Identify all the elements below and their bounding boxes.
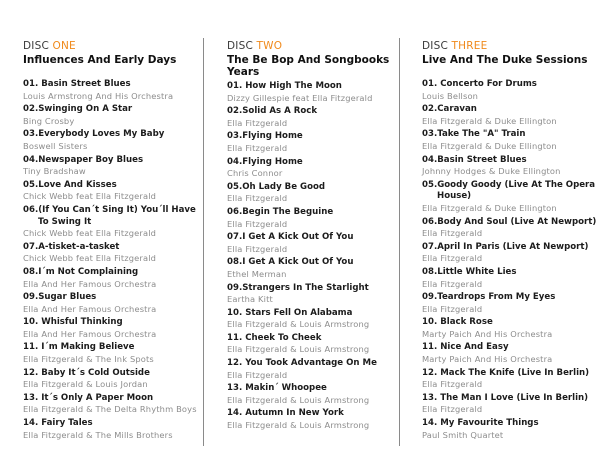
track-artist: Ella Fitzgerald & The Delta Rhythm Boys	[23, 404, 197, 415]
track-artist: Eartha Kitt	[227, 294, 273, 305]
track-artist: Ella Fitzgerald & Louis Armstrong	[227, 344, 370, 355]
track-title: 01. Basin Street Blues	[23, 79, 131, 89]
track-artist: Bing Crosby	[23, 115, 75, 126]
track-item	[422, 317, 600, 340]
track-item	[23, 79, 201, 102]
track-title: 11. I´m Making Believe	[23, 342, 135, 353]
track-item	[422, 129, 600, 152]
track-title: 06.(If You Can´t Sing It) You´ll Have	[23, 204, 196, 215]
track-item	[422, 242, 600, 265]
disc-title: Live And The Duke Sessions	[422, 54, 588, 66]
track-item	[422, 342, 600, 365]
track-title: 02.Solid As A Rock	[227, 106, 318, 117]
disc-three-column	[422, 40, 600, 443]
track-artist: Ella Fitzgerald	[227, 218, 288, 229]
track-item	[422, 104, 600, 127]
track-item	[227, 283, 405, 306]
track-artist: Ella And Her Famous Orchestra	[23, 303, 157, 314]
track-title: 08.I´m Not Complaining	[23, 266, 139, 277]
track-artist: Ella Fitzgerald	[227, 142, 288, 153]
track-item	[23, 155, 201, 178]
column-divider	[203, 38, 204, 446]
disc-title: Influences And Early Days	[23, 54, 177, 66]
track-artist: Chick Webb feat Ella Fitzgerald	[23, 228, 157, 239]
track-item	[23, 418, 201, 441]
track-item	[227, 358, 405, 381]
track-artist: Chick Webb feat Ella Fitzgerald	[23, 191, 157, 202]
track-title: 07.A-tisket-a-tasket	[23, 241, 120, 252]
track-title: 13. The Man I Love (Live In Berlin)	[422, 392, 589, 403]
track-title: 03.Everybody Loves My Baby	[23, 129, 165, 140]
track-title: 03.Flying Home	[227, 131, 303, 142]
track-title: 09.Sugar Blues	[23, 292, 97, 303]
track-title: 13. It´s Only A Paper Moon	[23, 392, 154, 403]
track-title: 13. Makin´ Whoopee	[227, 383, 327, 394]
track-artist: Chick Webb feat Ella Fitzgerald	[23, 253, 157, 264]
track-item	[227, 257, 405, 280]
track-artist: Ella Fitzgerald	[422, 278, 483, 289]
track-item	[227, 207, 405, 230]
track-artist: Dizzy Gillespie feat Ella Fitzgerald	[227, 92, 373, 103]
track-title: 05.Goody Goody (Live At The Opera	[422, 179, 596, 190]
track-item	[23, 104, 201, 127]
track-artist: Ella Fitzgerald	[227, 243, 288, 254]
track-artist: Chris Connor	[227, 168, 283, 179]
track-title: 04.Newspaper Boy Blues	[23, 154, 144, 165]
track-artist: Johnny Hodges & Duke Ellington	[422, 166, 561, 177]
track-item	[23, 393, 201, 416]
track-item	[23, 342, 201, 365]
disc-prefix: DISC	[422, 40, 448, 52]
track-item	[23, 129, 201, 152]
track-title: 05.Oh Lady Be Good	[227, 181, 326, 192]
track-item	[422, 79, 600, 102]
track-title-continued: To Swing It	[38, 216, 92, 227]
track-title: 10. Whisful Thinking	[23, 317, 123, 328]
track-title: 01. How High The Moon	[227, 81, 342, 91]
track-title: 02.Swinging On A Star	[23, 104, 133, 115]
track-artist: Ella Fitzgerald	[422, 404, 483, 415]
track-artist: Ella Fitzgerald	[422, 303, 483, 314]
track-title: 07.April In Paris (Live At Newport)	[422, 241, 589, 252]
track-title: 04.Flying Home	[227, 156, 303, 167]
track-item	[227, 232, 405, 255]
track-artist: Paul Smith Quartet	[422, 429, 504, 440]
disc-title: The Be Bop And Songbooks Years	[227, 54, 390, 78]
track-artist: Ella Fitzgerald & Louis Armstrong	[227, 319, 370, 330]
track-item	[227, 81, 405, 104]
track-artist: Marty Paich And His Orchestra	[422, 354, 553, 365]
disc-number: ONE	[52, 40, 76, 52]
track-artist: Ella Fitzgerald & The Ink Spots	[23, 354, 154, 365]
disc-number: THREE	[451, 40, 488, 52]
track-item	[227, 131, 405, 154]
track-item	[422, 393, 600, 416]
track-title: 11. Cheek To Cheek	[227, 332, 322, 343]
track-item	[422, 267, 600, 290]
track-title: 14. Autumn In New York	[227, 408, 344, 419]
track-item	[23, 267, 201, 290]
track-item	[227, 308, 405, 331]
track-title: 10. Black Rose	[422, 317, 493, 328]
track-title: 08.Little White Lies	[422, 266, 517, 277]
track-title: 03.Take The "A" Train	[422, 129, 526, 140]
track-artist: Ella And Her Famous Orchestra	[23, 328, 157, 339]
track-artist: Ella Fitzgerald	[227, 193, 288, 204]
track-artist: Ella And Her Famous Orchestra	[23, 278, 157, 289]
disc-prefix: DISC	[23, 40, 49, 52]
track-item	[227, 157, 405, 180]
track-artist: Louis Armstrong And His Orchestra	[23, 90, 174, 101]
track-artist: Ella Fitzgerald & Louis Jordan	[23, 379, 148, 390]
track-item	[227, 333, 405, 356]
track-artist: Ella Fitzgerald	[422, 379, 483, 390]
track-title-continued: House)	[437, 191, 472, 202]
track-artist: Boswell Sisters	[23, 140, 88, 151]
track-item	[422, 292, 600, 315]
disc-two-column	[227, 40, 405, 434]
track-title: 02.Caravan	[422, 104, 477, 115]
track-title: 06.Begin The Beguine	[227, 206, 334, 217]
track-item	[23, 242, 201, 265]
track-artist: Ella Fitzgerald	[227, 369, 288, 380]
track-title: 09.Strangers In The Starlight	[227, 282, 369, 293]
track-title: 14. My Favourite Things	[422, 418, 539, 429]
track-item	[422, 368, 600, 391]
track-title: 06.Body And Soul (Live At Newport)	[422, 216, 597, 227]
track-title: 01. Concerto For Drums	[422, 79, 537, 89]
track-item	[227, 383, 405, 406]
track-item	[422, 155, 600, 178]
disc-label	[23, 40, 201, 53]
disc-number: TWO	[256, 40, 283, 52]
track-artist: Ella Fitzgerald	[422, 228, 483, 239]
track-artist: Ella Fitzgerald	[422, 253, 483, 264]
track-item	[422, 418, 600, 441]
track-item	[23, 317, 201, 340]
track-title: 04.Basin Street Blues	[422, 154, 527, 165]
track-title: 11. Nice And Easy	[422, 342, 509, 353]
track-item	[23, 205, 201, 240]
disc-label	[422, 40, 600, 53]
track-artist: Ella Fitzgerald & Duke Ellington	[422, 115, 557, 126]
track-artist: Ella Fitzgerald	[227, 117, 288, 128]
track-item	[422, 217, 600, 240]
track-title: 14. Fairy Tales	[23, 418, 93, 429]
track-artist: Ella Fitzgerald & Louis Armstrong	[227, 394, 370, 405]
track-artist: Ella Fitzgerald & Louis Armstrong	[227, 420, 370, 431]
track-artist: Ella Fitzgerald & The Mills Brothers	[23, 429, 173, 440]
track-item	[23, 368, 201, 391]
track-artist: Ella Fitzgerald & Duke Ellington	[422, 202, 557, 213]
track-item	[23, 180, 201, 203]
track-artist: Ella Fitzgerald & Duke Ellington	[422, 140, 557, 151]
track-artist: Louis Bellson	[422, 90, 479, 101]
track-title: 12. Mack The Knife (Live In Berlin)	[422, 367, 590, 378]
track-title: 12. Baby It´s Cold Outside	[23, 367, 150, 378]
track-title: 07.I Get A Kick Out Of You	[227, 232, 354, 243]
track-title: 12. You Took Advantage On Me	[227, 358, 377, 369]
track-artist: Ethel Merman	[227, 268, 287, 279]
track-title: 10. Stars Fell On Alabama	[227, 307, 353, 318]
track-title: 08.I Get A Kick Out Of You	[227, 257, 354, 268]
track-item	[422, 180, 600, 215]
track-item	[23, 292, 201, 315]
track-title: 09.Teardrops From My Eyes	[422, 292, 556, 303]
track-item	[227, 106, 405, 129]
disc-label	[227, 40, 405, 53]
track-item	[227, 408, 405, 431]
track-item	[227, 182, 405, 205]
track-title: 05.Love And Kisses	[23, 179, 117, 190]
track-artist: Marty Paich And His Orchestra	[422, 328, 553, 339]
track-artist: Tiny Bradshaw	[23, 166, 86, 177]
disc-one-column	[23, 40, 201, 443]
disc-prefix: DISC	[227, 40, 253, 52]
